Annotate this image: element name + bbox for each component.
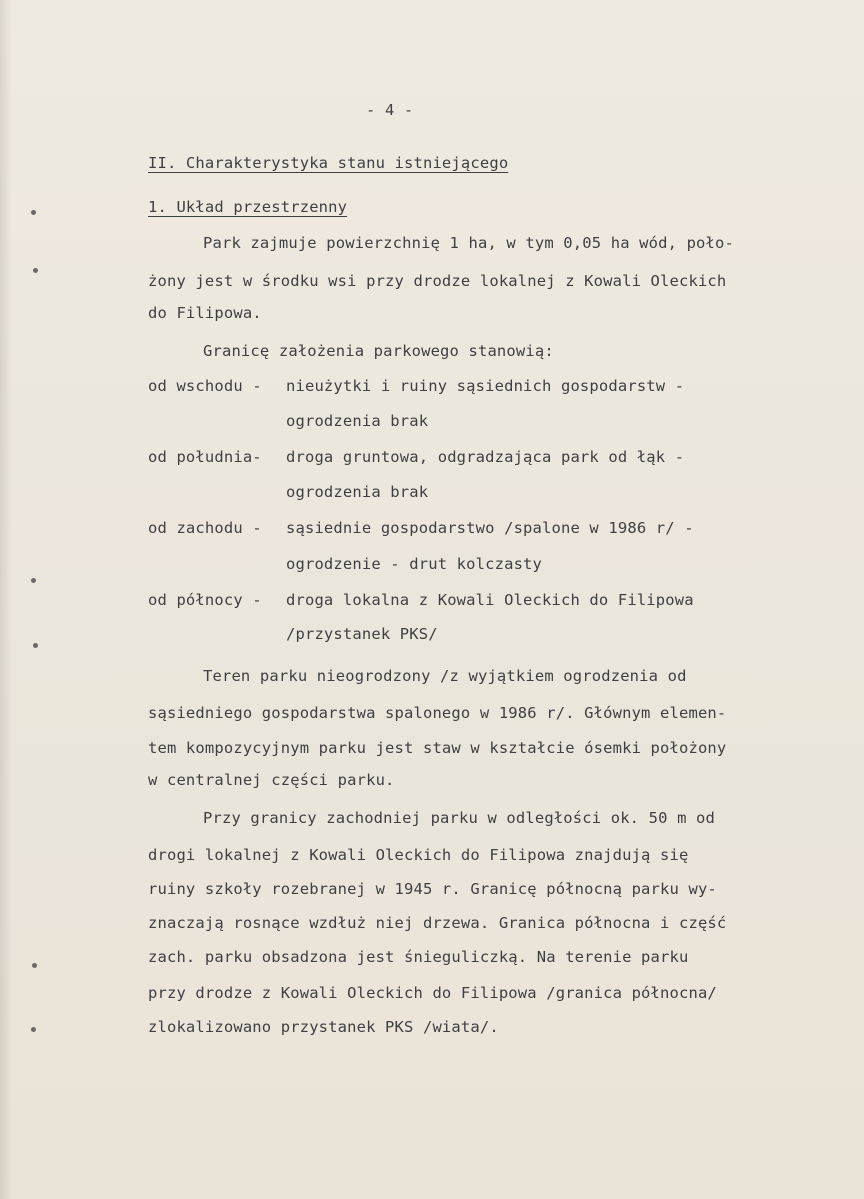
boundary-label-south: od południa- <box>148 448 262 466</box>
page-number: - 4 - <box>366 101 414 119</box>
margin-mark <box>31 578 36 583</box>
boundary-label-east: od wschodu - <box>148 377 262 395</box>
boundaries-intro: Granicę założenia parkowego stanowią: <box>203 342 554 360</box>
paragraph-line: drogi lokalnej z Kowali Oleckich do Filipowa znajdują się <box>148 846 689 864</box>
page-edge-shadow <box>0 0 12 1199</box>
paragraph-line: zlokalizowano przystanek PKS /wiata/. <box>148 1018 499 1036</box>
boundary-label-north: od północy - <box>148 591 262 609</box>
paragraph-line: w centralnej części parku. <box>148 771 395 789</box>
margin-mark <box>33 268 38 273</box>
margin-mark <box>32 963 37 968</box>
margin-mark <box>31 210 36 215</box>
boundary-text-east: nieużytki i ruiny sąsiednich gospodarstw - <box>286 377 685 395</box>
paragraph-line: do Filipowa. <box>148 304 262 322</box>
paragraph-line: zach. parku obsadzona jest śnieguliczką. Na terenie parku <box>148 948 689 966</box>
boundary-text-south: droga gruntowa, odgradzająca park od łąk - <box>286 448 685 466</box>
boundary-label-west: od zachodu - <box>148 519 262 537</box>
paragraph-line: Teren parku nieogrodzony /z wyjątkiem ogrodzenia od <box>203 667 687 685</box>
paragraph-line: żony jest w środku wsi przy drodze lokalnej z Kowali Oleckich <box>148 272 727 290</box>
boundary-text-north: /przystanek PKS/ <box>286 625 438 643</box>
paragraph-line: tem kompozycyjnym parku jest staw w kształcie ósemki położony <box>148 739 727 757</box>
boundary-text-west: sąsiednie gospodarstwo /spalone w 1986 r/ - <box>286 519 694 537</box>
boundary-text-west: ogrodzenie - drut kolczasty <box>286 555 543 573</box>
paragraph-line: Park zajmuje powierzchnię 1 ha, w tym 0,05 ha wód, poło- <box>203 234 734 252</box>
boundary-text-south: ogrodzenia brak <box>286 483 429 501</box>
boundary-text-north: droga lokalna z Kowali Oleckich do Filipowa <box>286 591 694 609</box>
margin-mark <box>33 643 38 648</box>
subsection-title: 1. Układ przestrzenny <box>148 198 348 216</box>
paragraph-line: ruiny szkoły rozebranej w 1945 r. Granicę północną parku wy- <box>148 880 717 898</box>
margin-mark <box>31 1027 36 1032</box>
paragraph-line: znaczają rosnące wzdłuż niej drzewa. Granica północna i część <box>148 914 727 932</box>
paragraph-line: Przy granicy zachodniej parku w odległości ok. 50 m od <box>203 809 716 827</box>
section-title: II. Charakterystyka stanu istniejącego <box>148 154 509 172</box>
paragraph-line: sąsiedniego gospodarstwa spalonego w 1986 r/. Głównym elemen- <box>148 704 727 722</box>
boundary-text-east: ogrodzenia brak <box>286 412 429 430</box>
paragraph-line: przy drodze z Kowali Oleckich do Filipowa /granica północna/ <box>148 984 717 1002</box>
